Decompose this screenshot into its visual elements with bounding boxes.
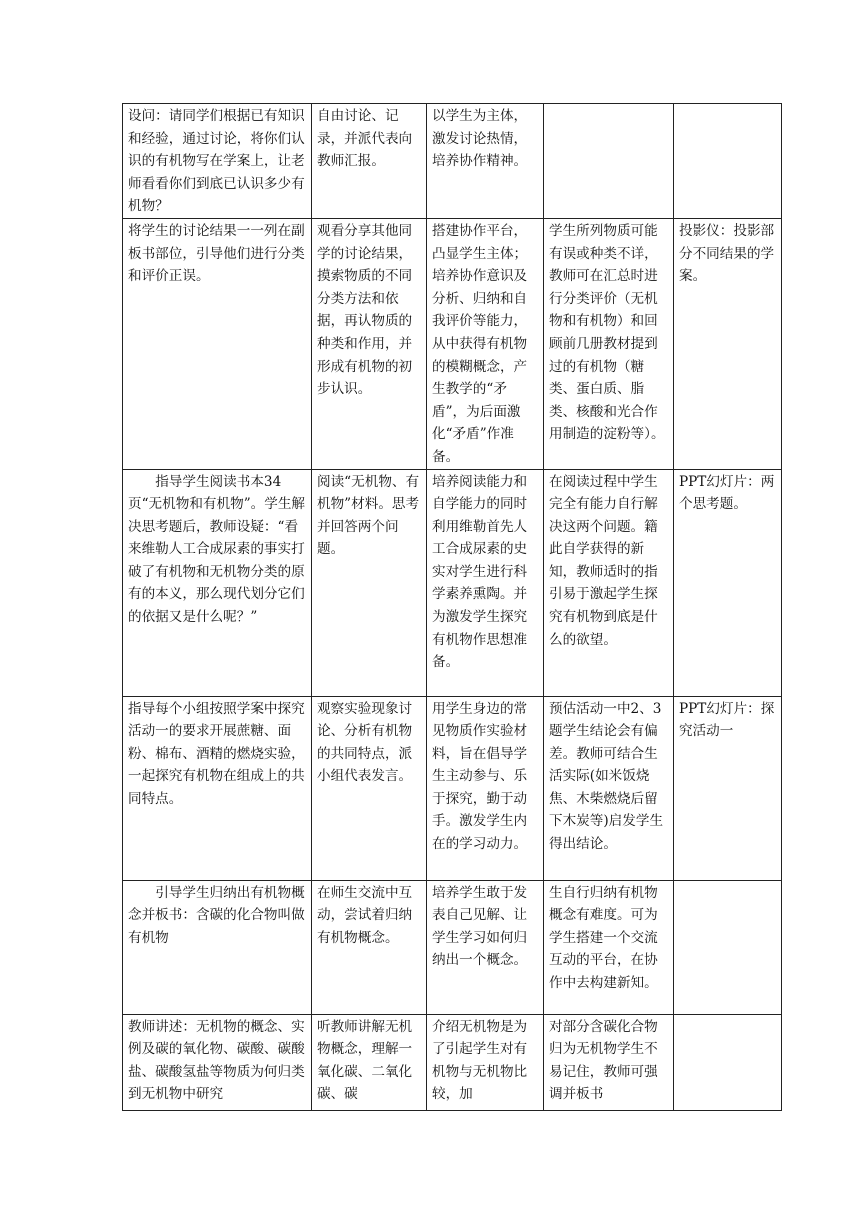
notes-cell: 生自行归纳有机物概念有难度。可为学生搭建一个交流互动的平台，在协作中去构建新知。 bbox=[544, 880, 674, 1014]
teacher-activity-cell: 设问：请同学们根据已有知识和经验，通过讨论，将你们认识的有机物写在学案上，让老师看看你们到底已认识多少有机物？ bbox=[123, 104, 312, 219]
design-intent-cell: 培养学生敢于发表自己见解、让学生学习如何归纳出一个概念。 bbox=[427, 880, 544, 1014]
teacher-activity-cell: 将学生的讨论结果一一列在副板书部位，引导他们进行分类和评价正误。 bbox=[123, 218, 312, 469]
table-row bbox=[123, 880, 782, 1014]
student-activity-cell: 观察实验现象讨论、分析有机物的共同特点，派小组代表发言。 bbox=[312, 696, 427, 880]
media-cell bbox=[674, 104, 782, 219]
media-cell: PPT幻灯片：两个思考题。 bbox=[674, 469, 782, 696]
student-activity-cell: 自由讨论、记录，并派代表向教师汇报。 bbox=[312, 104, 427, 219]
design-intent-cell: 搭建协作平台，凸显学生主体；培养协作意识及分析、归纳和自我评价等能力，从中获得有机物的模糊概念，产生教学的“矛盾”，为后面激化“矛盾”作准备。 bbox=[427, 218, 544, 469]
teacher-activity-cell: 指导学生阅读书本34页“无机物和有机物”。学生解决思考题后，教师设疑：“看来维勒人工合成尿素的事实打破了有机物和无机物分类的原有的本义，那么现代划分它们的依据又是什么呢？” bbox=[123, 469, 312, 696]
notes-cell: 对部分含碳化合物归为无机物学生不易记住，教师可强调并板书 bbox=[544, 1014, 674, 1110]
table-row bbox=[123, 469, 782, 696]
student-activity-cell: 观看分享其他同学的讨论结果，摸索物质的不同分类方法和依据，再认物质的种类和作用，并形成有机物的初步认识。 bbox=[312, 218, 427, 469]
teacher-activity-cell: 指导每个小组按照学案中探究活动一的要求开展蔗糖、面粉、棉布、酒精的燃烧实验，一起探究有机物在组成上的共同特点。 bbox=[123, 696, 312, 880]
student-activity-cell: 阅读“无机物、有机物”材料。思考并回答两个问题。 bbox=[312, 469, 427, 696]
student-activity-cell: 听教师讲解无机物概念，理解一氧化碳、二氧化碳、碳 bbox=[312, 1014, 427, 1110]
notes-cell bbox=[544, 104, 674, 219]
notes-cell: 在阅读过程中学生完全有能力自行解决这两个问题。籍此自学获得的新知，教师适时的指引易于激起学生探究有机物到底是什么的欲望。 bbox=[544, 469, 674, 696]
media-cell bbox=[674, 1014, 782, 1110]
student-activity-cell: 在师生交流中互动，尝试着归纳有机物概念。 bbox=[312, 880, 427, 1014]
teacher-activity-cell: 引导学生归纳出有机物概念并板书：含碳的化合物叫做有机物 bbox=[123, 880, 312, 1014]
design-intent-cell: 以学生为主体，激发讨论热情，培养协作精神。 bbox=[427, 104, 544, 219]
table-row bbox=[123, 696, 782, 880]
design-intent-cell: 介绍无机物是为了引起学生对有机物与无机物比较，加 bbox=[427, 1014, 544, 1110]
table-row bbox=[123, 1014, 782, 1110]
lesson-plan-table bbox=[122, 103, 782, 1111]
design-intent-cell: 培养阅读能力和自学能力的同时利用维勒首先人工合成尿素的史实对学生进行科学素养熏陶。并为激发学生探究有机物作思想准备。 bbox=[427, 469, 544, 696]
design-intent-cell: 用学生身边的常见物质作实验材料，旨在倡导学生主动参与、乐于探究，勤于动手。激发学生内在的学习动力。 bbox=[427, 696, 544, 880]
table-row bbox=[123, 218, 782, 469]
notes-cell: 预估活动一中2、3题学生结论会有偏差。教师可结合生活实际(如米饭烧焦、木柴燃烧后留下木炭等)启发学生得出结论。 bbox=[544, 696, 674, 880]
notes-cell: 学生所列物质可能有误或种类不详，教师可在汇总时进行分类评价（无机物和有机物）和回顾前几册教材提到过的有机物（糖类、蛋白质、脂类、核酸和光合作用制造的淀粉等）。 bbox=[544, 218, 674, 469]
table-row bbox=[123, 104, 782, 219]
teacher-activity-cell: 教师讲述：无机物的概念、实例及碳的氧化物、碳酸、碳酸盐、碳酸氢盐等物质为何归类到无机物中研究 bbox=[123, 1014, 312, 1110]
media-cell bbox=[674, 880, 782, 1014]
media-cell: PPT幻灯片：探究活动一 bbox=[674, 696, 782, 880]
media-cell: 投影仪：投影部分不同结果的学案。 bbox=[674, 218, 782, 469]
